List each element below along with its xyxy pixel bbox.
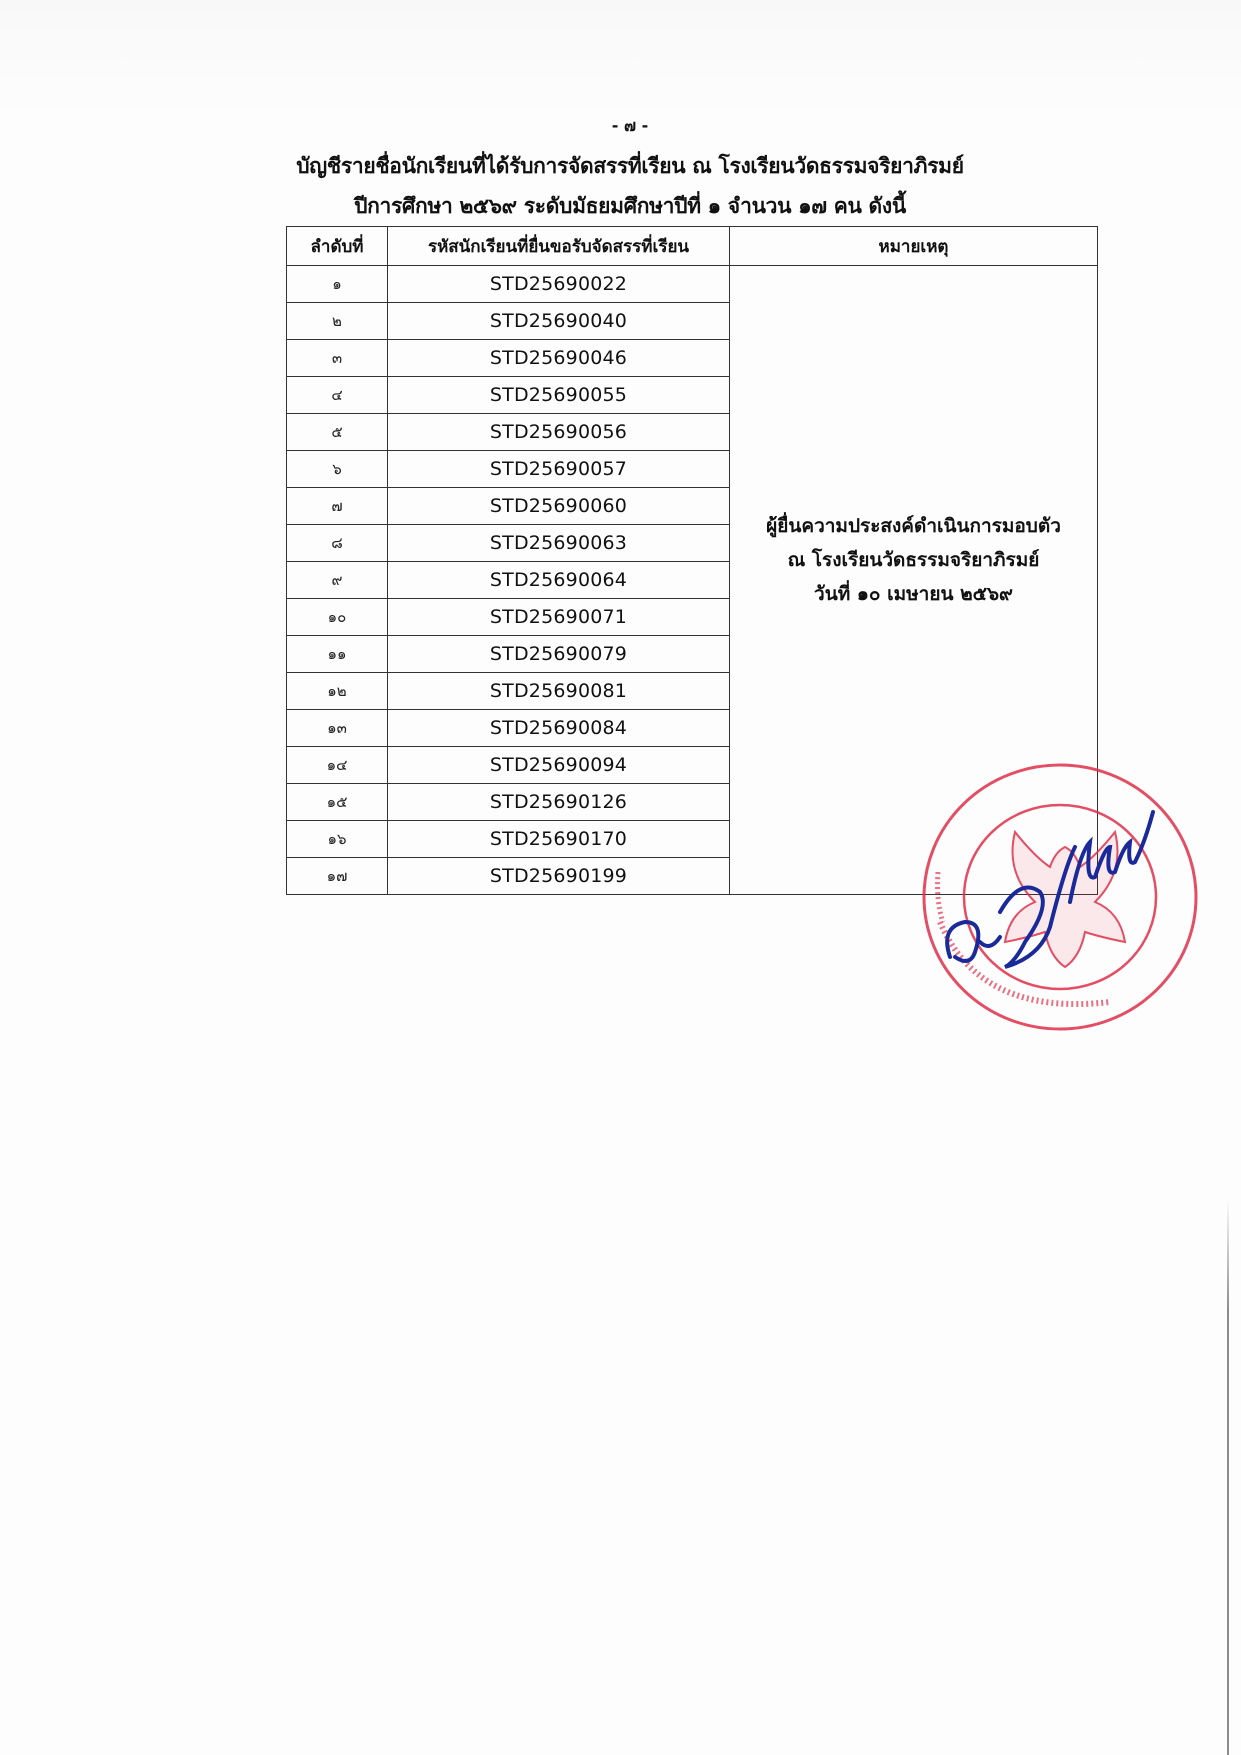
table-row — [287, 266, 1098, 303]
row-student-id: STD25690071 — [388, 599, 730, 636]
row-student-id: STD25690079 — [388, 636, 730, 673]
header-remark: หมายเหตุ — [730, 227, 1098, 266]
row-seq: ๑๖ — [287, 821, 388, 858]
row-student-id: STD25690126 — [388, 784, 730, 821]
remark-line-3: วันที่ ๑๐ เมษายน ๒๕๖๙ — [814, 583, 1013, 605]
row-seq: ๓ — [287, 340, 388, 377]
scan-edge-line — [1227, 1200, 1229, 1755]
row-seq: ๒ — [287, 303, 388, 340]
row-seq: ๑๒ — [287, 673, 388, 710]
remark-cell — [730, 266, 1098, 895]
row-seq: ๖ — [287, 451, 388, 488]
row-student-id: STD25690040 — [388, 303, 730, 340]
row-student-id: STD25690170 — [388, 821, 730, 858]
row-seq: ๔ — [287, 377, 388, 414]
row-student-id: STD25690060 — [388, 488, 730, 525]
row-seq: ๑๗ — [287, 858, 388, 895]
row-student-id: STD25690064 — [388, 562, 730, 599]
row-student-id: STD25690081 — [388, 673, 730, 710]
page-number: - ๗ - — [611, 116, 649, 135]
document-title-line-1: บัญชีรายชื่อนักเรียนที่ได้รับการจัดสรรที่เรียน ณ โรงเรียนวัดธรรมจริยาภิรมย์ — [296, 154, 964, 178]
row-seq: ๑๑ — [287, 636, 388, 673]
row-student-id: STD25690046 — [388, 340, 730, 377]
row-seq: ๘ — [287, 525, 388, 562]
scan-bleed-through — [0, 0, 1241, 120]
row-student-id: STD25690199 — [388, 858, 730, 895]
row-student-id: STD25690094 — [388, 747, 730, 784]
row-student-id: STD25690057 — [388, 451, 730, 488]
row-student-id: STD25690056 — [388, 414, 730, 451]
document-title-line-2: ปีการศึกษา ๒๕๖๙ ระดับมัธยมศึกษาปีที่ ๑ จำนวน ๑๗ คน ดังนี้ — [354, 194, 906, 218]
row-student-id: STD25690055 — [388, 377, 730, 414]
header-seq: ลำดับที่ — [287, 227, 388, 266]
table-header-row — [287, 227, 1098, 266]
row-seq: ๙ — [287, 562, 388, 599]
student-allocation-table — [286, 226, 1098, 895]
row-seq: ๑ — [287, 266, 388, 303]
row-seq: ๑๐ — [287, 599, 388, 636]
row-seq: ๑๓ — [287, 710, 388, 747]
row-seq: ๗ — [287, 488, 388, 525]
row-student-id: STD25690022 — [388, 266, 730, 303]
remark-line-2: ณ โรงเรียนวัดธรรมจริยาภิรมย์ — [787, 549, 1040, 571]
remark-line-1: ผู้ยื่นความประสงค์ดำเนินการมอบตัว — [766, 515, 1061, 537]
header-student-id: รหัสนักเรียนที่ยื่นขอรับจัดสรรที่เรียน — [388, 227, 730, 266]
row-seq: ๑๕ — [287, 784, 388, 821]
row-seq: ๕ — [287, 414, 388, 451]
row-seq: ๑๔ — [287, 747, 388, 784]
row-student-id: STD25690084 — [388, 710, 730, 747]
row-student-id: STD25690063 — [388, 525, 730, 562]
